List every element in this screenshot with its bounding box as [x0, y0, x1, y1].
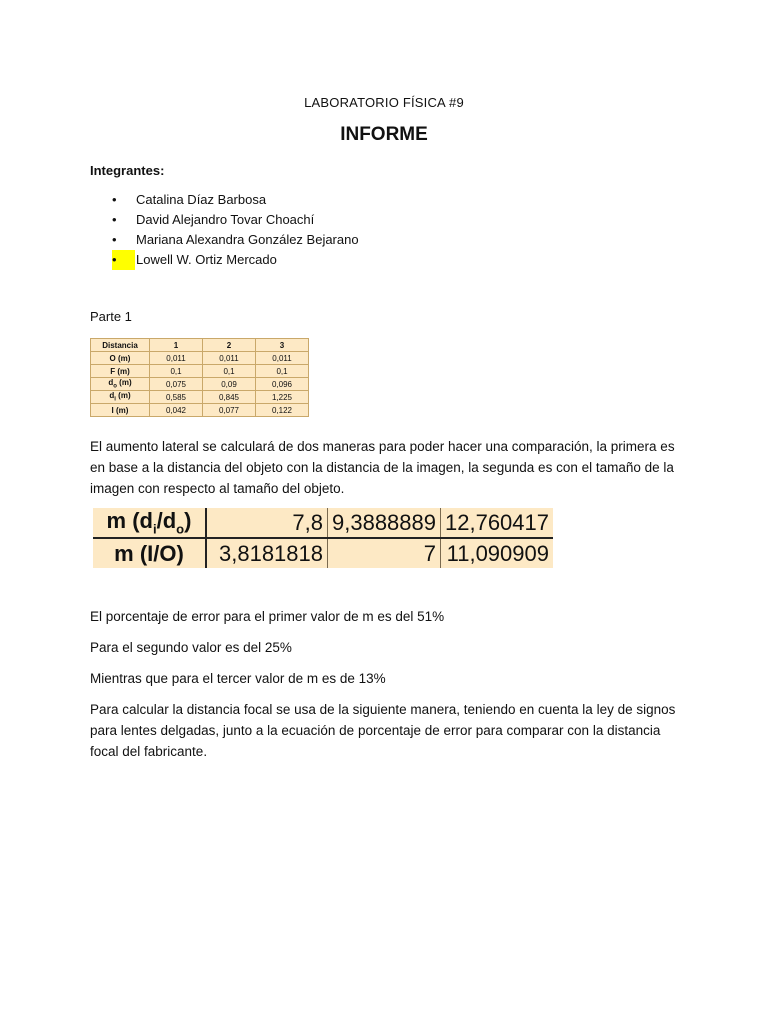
- bullet-icon: •: [112, 192, 117, 207]
- members-list: [112, 190, 359, 270]
- table-row: [91, 378, 309, 391]
- row-label-sub: i: [152, 521, 157, 537]
- row-label-tail: (m): [115, 391, 131, 401]
- member-name: Lowell W. Ortiz Mercado: [136, 252, 277, 267]
- table-header-row: [91, 339, 309, 352]
- list-item: [112, 210, 359, 230]
- table-header-cell: 1: [150, 339, 203, 352]
- row-label: I (m): [91, 404, 150, 417]
- row-label: m (I/O): [93, 538, 206, 568]
- table-cell: 0,042: [150, 404, 203, 417]
- bullet-icon: •: [112, 212, 117, 227]
- table-row: [93, 508, 553, 538]
- table-cell: 0,122: [256, 404, 309, 417]
- row-label-main: d: [109, 391, 115, 401]
- row-label: [91, 378, 150, 391]
- table-row: [91, 404, 309, 417]
- list-item: [112, 250, 359, 270]
- table-cell: 0,011: [203, 352, 256, 365]
- table-cell: 7: [328, 538, 441, 568]
- table-cell: 0,09: [203, 378, 256, 391]
- bullet-icon: •: [112, 232, 117, 247]
- list-item: [112, 230, 359, 250]
- table-cell: 0,077: [203, 404, 256, 417]
- table-row: [91, 365, 309, 378]
- lab-title: LABORATORIO FÍSICA #9: [304, 95, 464, 110]
- table-cell: 0,096: [256, 378, 309, 391]
- table-cell: 0,011: [150, 352, 203, 365]
- row-label: F (m): [91, 365, 150, 378]
- members-heading: Integrantes:: [90, 163, 165, 178]
- measurements-table: [90, 338, 309, 417]
- table-header-cell: 2: [203, 339, 256, 352]
- member-name: Catalina Díaz Barbosa: [136, 192, 267, 207]
- table-cell: 11,090909: [446, 540, 549, 566]
- table-cell: 0,1: [150, 365, 203, 378]
- row-label-main: d: [108, 378, 114, 388]
- magnification-table: [93, 508, 553, 568]
- table-cell: 7,8: [206, 508, 328, 538]
- row-label-part: m (d: [106, 508, 153, 534]
- row-label: [91, 391, 150, 404]
- row-label-sub: o: [176, 521, 185, 537]
- table-cell: 0,845: [203, 391, 256, 404]
- row-label-part: ): [184, 508, 192, 534]
- row-label-sub: i: [114, 396, 116, 403]
- member-name: Mariana Alexandra González Bejarano: [136, 232, 359, 247]
- section-label: Parte 1: [90, 309, 132, 324]
- table-cell: 1,225: [256, 391, 309, 404]
- table-header-cell: 3: [256, 339, 309, 352]
- member-name: David Alejandro Tovar Choachí: [136, 212, 315, 227]
- table-cell: 0,1: [203, 365, 256, 378]
- table-header-cell: Distancia: [91, 339, 150, 352]
- error-line-3: Mientras que para el tercer valor de m es de 13%: [90, 671, 386, 686]
- row-label: [93, 508, 206, 538]
- error-line-1: El porcentaje de error para el primer valor de m es del 51%: [90, 609, 445, 624]
- table-cell: 0,011: [256, 352, 309, 365]
- table-cell: 0,585: [150, 391, 203, 404]
- row-label-part: /d: [156, 508, 177, 534]
- list-item: [112, 190, 359, 210]
- paragraph-focal-distance: Para calcular la distancia focal se usa de la siguiente manera, teniendo en cuenta la ley de signos para lentes delgadas, junto a la ecuación de porcentaje de error para comparar con la distancia focal del fabricante.: [90, 702, 676, 759]
- table-cell: 12,760417: [441, 508, 554, 538]
- row-label-sub: o: [113, 383, 117, 390]
- row-label: O (m): [91, 352, 150, 365]
- table-row: [91, 391, 309, 404]
- table-row: [91, 352, 309, 365]
- highlighted-bullet-icon: •: [112, 250, 135, 270]
- paragraph-lateral-magnification: El aumento lateral se calculará de dos maneras para poder hacer una comparación, la primera es en base a la distancia del objeto con la distancia de la imagen, la segunda es con el tamaño de la imagen con respecto al tamaño del objeto.: [90, 439, 675, 496]
- table-cell: 0,1: [256, 365, 309, 378]
- table-cell: 0,075: [150, 378, 203, 391]
- error-line-2: Para el segundo valor es del 25%: [90, 640, 292, 655]
- table-cell: 3,8181818: [206, 538, 328, 568]
- row-label-tail: (m): [116, 378, 132, 388]
- document-title: INFORME: [340, 124, 428, 145]
- table-row: [93, 538, 553, 568]
- table-cell: 9,3888889: [328, 508, 441, 538]
